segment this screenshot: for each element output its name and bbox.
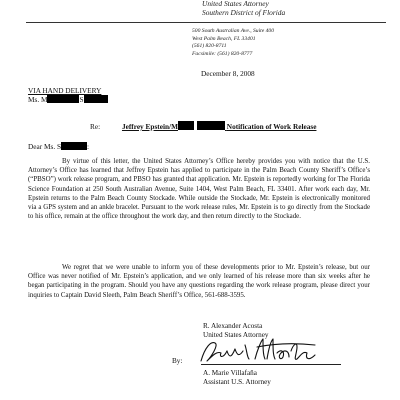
subject-line	[90, 121, 316, 131]
body-paragraph-2: We regret that we were unable to inform you of these developments prior to Mr. Epstein’s release, but our Office was never notified of Mr. Epstein’s application, and we only learned of his release more than six weeks after he began participating in the program. Should you have any questions regarding the work release program, please direct your inquiries to Captain David Sleeth, Palm Beach Sheriff’s Office, 561-688-3595.	[28, 264, 370, 299]
address-street: 500 South Australian Ave., Suite 400	[192, 28, 274, 34]
address-phone: (561) 820-8711	[192, 43, 227, 50]
recipient-prefix: Ms. M	[28, 95, 48, 104]
redaction-block	[61, 142, 90, 151]
assistant-title: Assistant U.S. Attorney	[203, 378, 271, 387]
address-facsimile: Facsimile: (561) 820-8777	[192, 50, 253, 57]
delivery-method: VIA HAND DELIVERY	[28, 86, 102, 95]
salutation	[28, 142, 89, 151]
assistant-block	[203, 369, 271, 388]
by-label: By:	[172, 357, 183, 365]
redaction-block	[84, 95, 108, 103]
redaction-block	[197, 121, 225, 130]
handwritten-signature	[197, 337, 337, 367]
redaction-block	[47, 95, 79, 103]
signatory-title: United States Attorney	[203, 331, 269, 340]
letterhead-district: Southern District of Florida	[202, 7, 286, 17]
re-label: Re:	[90, 122, 101, 131]
salutation-suffix: :	[87, 142, 90, 151]
letterhead	[202, 0, 285, 17]
address-city: West Palm Beach, FL 33401	[192, 35, 256, 42]
letter-date: December 8, 2008	[201, 69, 255, 78]
signature-line	[201, 364, 341, 365]
subject-text	[122, 122, 316, 131]
letterhead-office: United States Attorney	[202, 0, 269, 8]
letterhead-rule	[26, 22, 386, 23]
redaction-block	[178, 121, 194, 130]
recipient-line	[28, 95, 108, 104]
recipient-mid: S	[79, 95, 84, 104]
office-address	[192, 28, 274, 58]
subject-start: Jeffrey Epstein/M	[121, 122, 178, 131]
subject-end: Notification of Work Release	[226, 122, 317, 131]
assistant-name: A. Marie Villafaña	[203, 369, 257, 377]
signatory-name: R. Alexander Acosta	[203, 322, 263, 330]
salutation-prefix: Dear Ms. S	[28, 142, 62, 151]
body-paragraph-1: By virtue of this letter, the United States Attorney’s Office hereby provides you with notice that the U.S. Attorney’s Office has learned that Jeffrey Epstein has applied to participate in the Palm Beach County Sheriff’s Office’s (“PBSO”) work release program, and PBSO has granted that application. Mr. Epstein is reportedly working for The Florida Science Foundation at 250 South Australian Avenue, Suite 1404, West Palm Beach, FL 33401. After work each day, Mr. Epstein returns to the Palm Beach County Stockade. While outside the Stockade, Mr. Epstein is electronically monitored via a GPS system and an ankle bracelet. Pursuant to the work release rules, Mr. Epstein is to go directly from the Stockade to his office, remain at the office throughout the work day, and then return directly to the Stockade.	[28, 158, 370, 221]
